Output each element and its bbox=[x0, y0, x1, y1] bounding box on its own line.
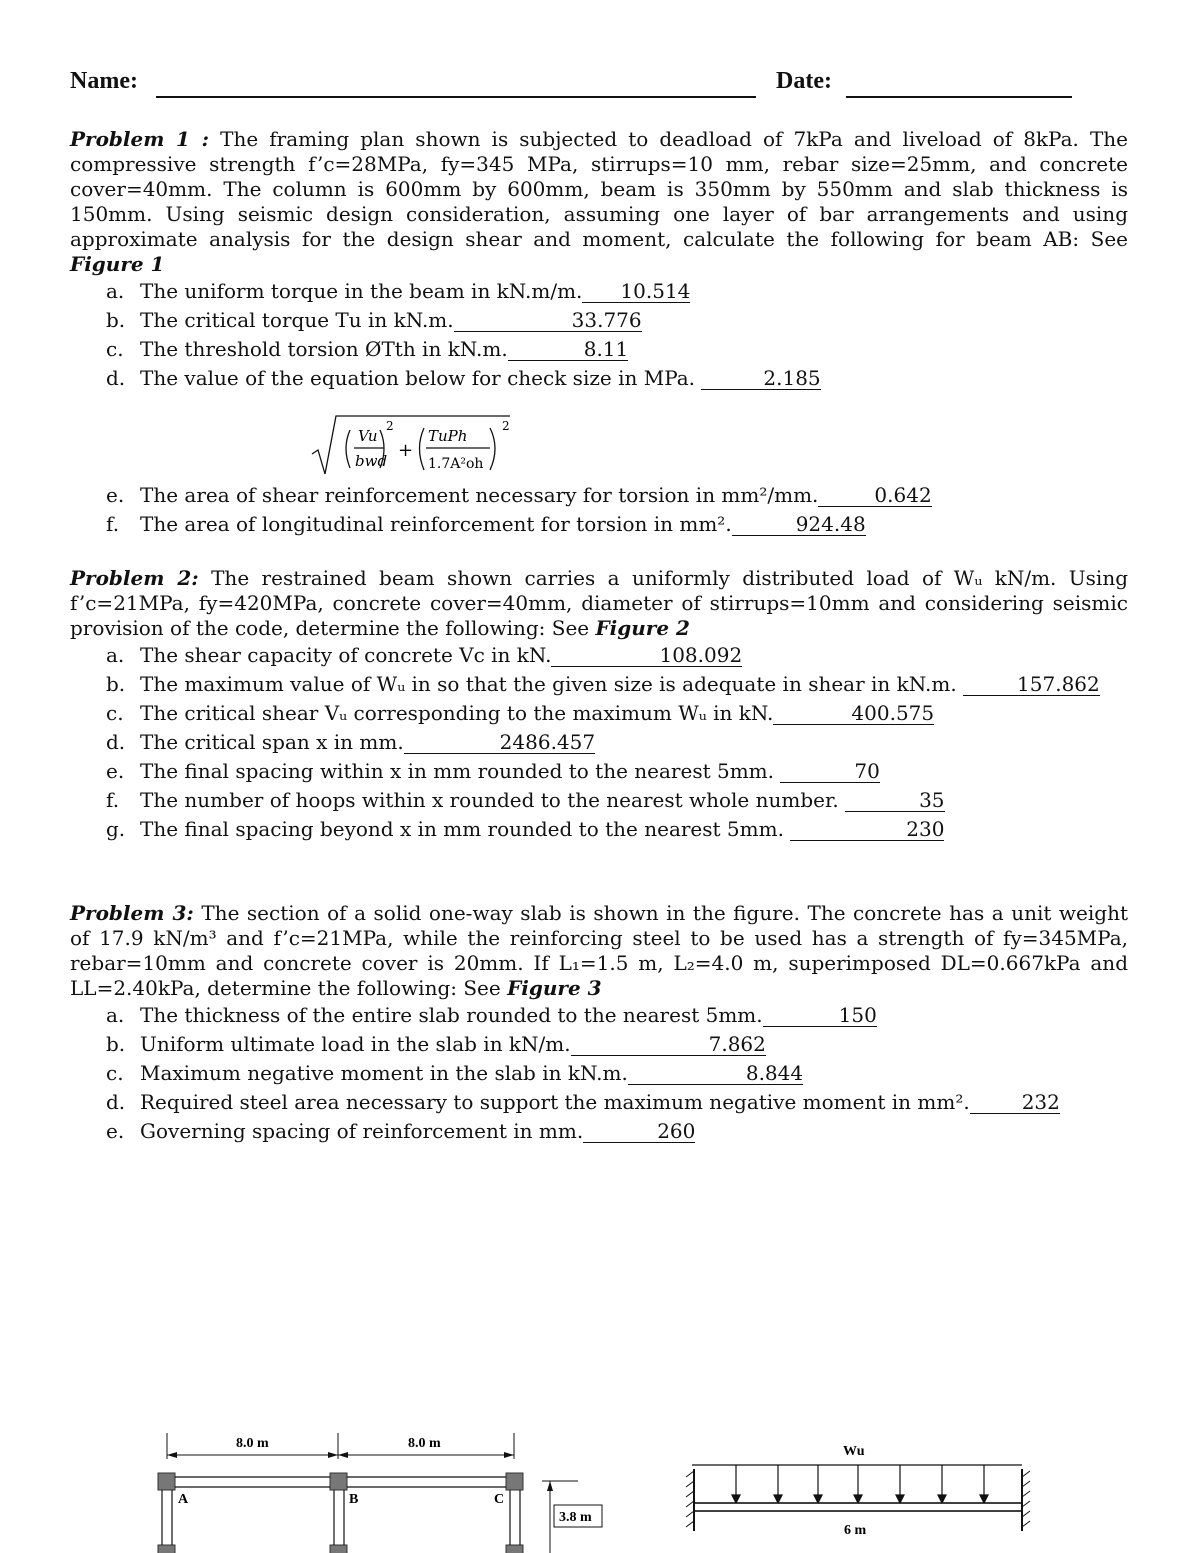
question-text: Governing spacing of reinforcement in mm. 260 bbox=[140, 1119, 696, 1143]
problem-1 bbox=[70, 127, 1128, 393]
list-item: e. Governing spacing of reinforcement in mm. 260 bbox=[70, 1117, 1128, 1146]
answer-field[interactable]: 70 bbox=[780, 760, 879, 783]
problem-1-text: The framing plan shown is subjected to deadload of 7kPa and liveload of 8kPa. The compressive strength f’c=28MPa, fy=345 MPa, stirrups=10 mm, rebar size=25mm, and concrete cover=40mm. The column is 600mm by 600mm, beam is 350mm by 550mm and slab thickness is 150mm. Using seismic design consideration, assuming one layer of bar arrangements and using approximate analysis for the design shear and moment, calculate the following for beam AB: See bbox=[70, 127, 1129, 251]
formula-aoh: 1.7A²oh bbox=[428, 456, 484, 472]
list-item: b. Uniform ultimate load in the slab in kN/m. 7.862 bbox=[70, 1030, 1128, 1059]
answer-field[interactable]: 924.48 bbox=[732, 513, 866, 536]
question-text: The critical torque Tu in kN.m. 33.776 bbox=[140, 308, 642, 332]
answer-field[interactable]: 33.776 bbox=[454, 309, 642, 332]
list-item: c. Maximum negative moment in the slab in kN.m. 8.844 bbox=[70, 1059, 1128, 1088]
problem-2-items bbox=[70, 641, 1128, 844]
figure-3-ref: Figure 3 bbox=[507, 976, 602, 1000]
formula-tuph: TuPh bbox=[428, 427, 468, 445]
problem-3-items bbox=[70, 1001, 1128, 1146]
load-label: Wu bbox=[843, 1444, 865, 1459]
answer-field[interactable]: 35 bbox=[845, 789, 944, 812]
problem-3-intro bbox=[70, 901, 1128, 1001]
list-item: b. The maximum value of Wᵤ in so that the given size is adequate in shear in kN.m. 157.862 bbox=[70, 670, 1128, 699]
question-text: The maximum value of Wᵤ in so that the given size is adequate in shear in kN.m. 157.862 bbox=[140, 672, 1100, 696]
joint-label-a: A bbox=[178, 1492, 189, 1507]
header bbox=[70, 68, 1130, 104]
figure-1-ref: Figure 1 bbox=[70, 252, 165, 276]
column bbox=[330, 1473, 347, 1490]
question-text: The thickness of the entire slab rounded to the nearest 5mm. 150 bbox=[140, 1003, 877, 1027]
left-fixed-support bbox=[686, 1469, 694, 1531]
answer-field[interactable]: 232 bbox=[970, 1091, 1060, 1114]
question-text: The shear capacity of concrete Vc in kN. 108.092 bbox=[140, 643, 743, 667]
height-label: 3.8 m bbox=[559, 1510, 592, 1525]
list-item: a. The thickness of the entire slab rounded to the nearest 5mm. 150 bbox=[70, 1001, 1128, 1030]
date-label: Date: bbox=[776, 68, 832, 94]
column bbox=[506, 1545, 523, 1553]
question-text: Maximum negative moment in the slab in kN.m. 8.844 bbox=[140, 1061, 804, 1085]
question-text: The threshold torsion ØTth in kN.m. 8.11 bbox=[140, 337, 629, 361]
list-item: e. The area of shear reinforcement necessary for torsion in mm²/mm. 0.642 bbox=[70, 481, 1128, 510]
question-text: The critical span x in mm. 2486.457 bbox=[140, 730, 596, 754]
load-arrows bbox=[732, 1465, 988, 1503]
list-item: d. Required steel area necessary to support the maximum negative moment in mm². 232 bbox=[70, 1088, 1128, 1117]
list-item: d. The value of the equation below for check size in MPa. 2.185 bbox=[70, 364, 1128, 393]
question-text: The critical shear Vᵤ corresponding to the maximum Wᵤ in kN. 400.575 bbox=[140, 701, 935, 725]
question-text: The value of the equation below for check size in MPa. 2.185 bbox=[140, 366, 821, 390]
answer-field[interactable]: 400.575 bbox=[773, 702, 934, 725]
list-item: f. The area of longitudinal reinforcement for torsion in mm². 924.48 bbox=[70, 510, 1128, 539]
question-text: Uniform ultimate load in the slab in kN/m. 7.862 bbox=[140, 1032, 766, 1056]
problem-1-items bbox=[70, 277, 1128, 393]
answer-field[interactable]: 2486.457 bbox=[404, 731, 595, 754]
problem-1-title: Problem 1 : bbox=[70, 127, 210, 151]
formula-vu: Vu bbox=[358, 427, 378, 445]
span-label-1: 8.0 m bbox=[236, 1436, 269, 1451]
list-item: c. The threshold torsion ØTth in kN.m. 8.11 bbox=[70, 335, 1128, 364]
question-text: The area of longitudinal reinforcement for torsion in mm². 924.48 bbox=[140, 512, 866, 536]
answer-field[interactable]: 0.642 bbox=[818, 484, 931, 507]
list-item: c. The critical shear Vᵤ corresponding to the maximum Wᵤ in kN. 400.575 bbox=[70, 699, 1128, 728]
answer-field[interactable]: 230 bbox=[790, 818, 944, 841]
question-text: The final spacing within x in mm rounded to the nearest 5mm. 70 bbox=[140, 759, 880, 783]
joint-label-c: C bbox=[494, 1492, 505, 1507]
answer-field[interactable]: 8.844 bbox=[628, 1062, 803, 1085]
span-label-2: 8.0 m bbox=[408, 1436, 441, 1451]
check-size-formula bbox=[310, 410, 520, 480]
right-fixed-support bbox=[1022, 1469, 1030, 1531]
question-text: The number of hoops within x rounded to the nearest whole number. 35 bbox=[140, 788, 945, 812]
problem-2-intro bbox=[70, 566, 1128, 641]
list-item: b. The critical torque Tu in kN.m. 33.776 bbox=[70, 306, 1128, 335]
figure-2-ref: Figure 2 bbox=[595, 616, 690, 640]
column bbox=[330, 1545, 347, 1553]
answer-field[interactable]: 2.185 bbox=[701, 367, 820, 390]
question-text: The area of shear reinforcement necessary for torsion in mm²/mm. 0.642 bbox=[140, 483, 932, 507]
span-label: 6 m bbox=[844, 1523, 867, 1538]
answer-field[interactable]: 157.862 bbox=[963, 673, 1100, 696]
problem-2-title: Problem 2: bbox=[70, 566, 199, 590]
name-field[interactable] bbox=[156, 96, 756, 98]
problem-3-text: The section of a solid one-way slab is shown in the figure. The concrete has a unit weight of 17.9 kN/m³ and f’c=21MPa, while the reinforcing steel to be used has a strength of fy=345MPa, rebar=10mm and concrete cover is 20mm. If L₁=1.5 m, L₂=4.0 m, superimposed DL=0.667kPa and LL=2.40kPa, determine the following: See bbox=[70, 901, 1128, 1000]
answer-field[interactable]: 10.514 bbox=[582, 280, 690, 303]
problem-2-text: The restrained beam shown carries a uniformly distributed load of Wᵤ kN/m. Using f’c=21MPa, fy=420MPa, concrete cover=40mm, diameter of stirrups=10mm and considering seismic provision of the code, determine the following: See bbox=[70, 566, 1129, 640]
question-text: The final spacing beyond x in mm rounded to the nearest 5mm. 230 bbox=[140, 817, 945, 841]
figure-2-restrained-beam bbox=[680, 1433, 1040, 1543]
formula-plus: + bbox=[398, 440, 414, 461]
answer-field[interactable]: 8.11 bbox=[508, 338, 629, 361]
beam bbox=[694, 1503, 1022, 1511]
figure-1-framing-plan bbox=[150, 1425, 610, 1553]
question-text: Required steel area necessary to support the maximum negative moment in mm². 232 bbox=[140, 1090, 1060, 1114]
formula-exp-1: 2 bbox=[386, 419, 394, 433]
list-item: f. The number of hoops within x rounded to the nearest whole number. 35 bbox=[70, 786, 1128, 815]
answer-field[interactable]: 7.862 bbox=[571, 1033, 766, 1056]
name-label: Name: bbox=[70, 68, 138, 94]
joint-label-b: B bbox=[349, 1492, 359, 1507]
answer-field[interactable]: 108.092 bbox=[551, 644, 742, 667]
answer-field[interactable]: 260 bbox=[583, 1120, 695, 1143]
column bbox=[158, 1545, 175, 1553]
column bbox=[506, 1473, 523, 1490]
problem-2 bbox=[70, 566, 1128, 844]
problem-3-title: Problem 3: bbox=[70, 901, 194, 925]
column bbox=[158, 1473, 175, 1490]
formula-exp-2: 2 bbox=[502, 419, 510, 433]
problem-1-continued bbox=[70, 481, 1128, 539]
answer-field[interactable]: 150 bbox=[763, 1004, 877, 1027]
list-item: g. The final spacing beyond x in mm rounded to the nearest 5mm. 230 bbox=[70, 815, 1128, 844]
problem-3 bbox=[70, 901, 1128, 1146]
date-field[interactable] bbox=[846, 96, 1072, 98]
problem-1-items-continued bbox=[70, 481, 1128, 539]
list-item: e. The final spacing within x in mm rounded to the nearest 5mm. 70 bbox=[70, 757, 1128, 786]
list-item: d. The critical span x in mm. 2486.457 bbox=[70, 728, 1128, 757]
list-item: a. The shear capacity of concrete Vc in kN. 108.092 bbox=[70, 641, 1128, 670]
problem-1-intro bbox=[70, 127, 1128, 277]
question-text: The uniform torque in the beam in kN.m/m. 10.514 bbox=[140, 279, 691, 303]
formula-bwd: bwd bbox=[355, 452, 388, 470]
list-item: a. The uniform torque in the beam in kN.m/m. 10.514 bbox=[70, 277, 1128, 306]
